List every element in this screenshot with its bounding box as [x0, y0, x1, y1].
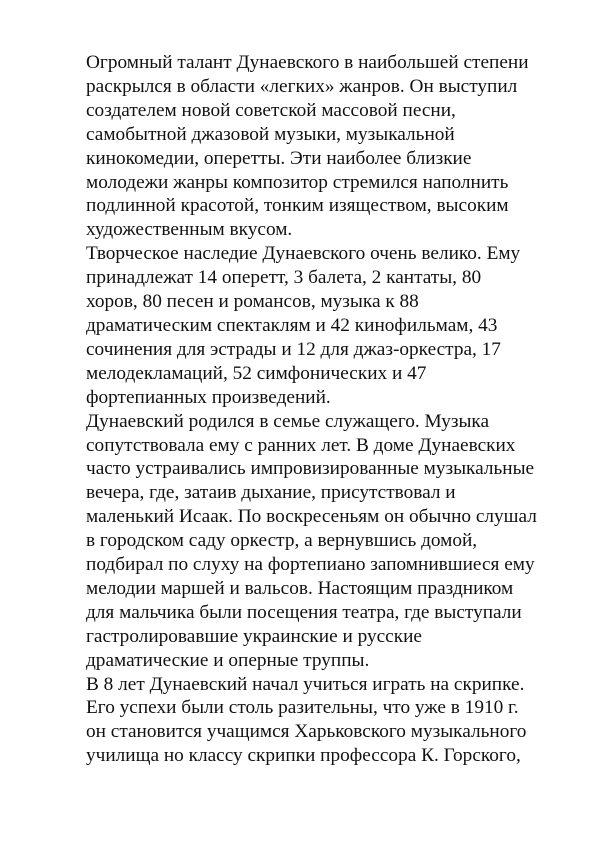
- text-line: подлинной красотой, тонким изяществом, высоким: [86, 195, 509, 217]
- text-line: раскрылся в области «легких» жанров. Он выступил: [86, 75, 518, 97]
- text-line: принадлежат 14 оперетт, 3 балета, 2 кантаты, 80: [86, 267, 482, 289]
- text-line: Творческое наследие Дунаевского очень велико. Ему: [86, 243, 521, 265]
- text-line: создателем новой советской массовой песни,: [86, 99, 456, 121]
- text-line: он становится учащимся Харьковского музыкального: [86, 721, 527, 743]
- text-line: маленький Исаак. По воскресеньям он обычно слушал: [86, 506, 537, 528]
- text-line: вечера, где, затаив дыхание, присутствовал и: [86, 482, 456, 504]
- text-line: в городском саду оркестр, а вернувшись домой,: [86, 530, 478, 552]
- text-line: самобытной джазовой музыки, музыкальной: [86, 123, 455, 145]
- text-line: молодежи жанры композитор стремился наполнить: [86, 171, 509, 193]
- text-line: кинокомедии, оперетты. Эти наиболее близкие: [86, 147, 472, 169]
- text-line: часто устраивались импровизированные музыкальные: [86, 458, 535, 480]
- text-line: В 8 лет Дунаевский начал учиться играть на скрипке.: [86, 673, 525, 695]
- text-line: драматические и оперные труппы.: [86, 649, 370, 671]
- text-line: Огромный талант Дунаевского в наибольшей степени: [86, 52, 529, 73]
- text-line: мелодии маршей и вальсов. Настоящим праздником: [86, 577, 514, 599]
- text-line: фортепианных произведений.: [86, 386, 331, 408]
- text-line: мелодекламаций, 52 симфонических и 47: [86, 362, 427, 384]
- text-line: гастролировавшие украинские и русские: [86, 625, 422, 647]
- text-line: сочинения для эстрады и 12 для джаз-оркестра, 17: [86, 338, 501, 360]
- text-line: хоров, 80 песен и романсов, музыка к 88: [86, 291, 419, 313]
- text-line: сопутствовала ему с ранних лет. В доме Дунаевских: [86, 434, 516, 456]
- text-line: драматическим спектаклям и 42 кинофильмам, 43: [86, 314, 498, 336]
- text-line: училища но классу скрипки профессора К. Горского,: [86, 745, 521, 767]
- text-line: Его успехи были столь разительны, что уже в 1910 г.: [86, 697, 519, 719]
- text-line: художественным вкусом.: [86, 219, 293, 241]
- text-line: Дунаевский родился в семье служащего. Музыка: [86, 410, 490, 432]
- text-line: подбирал по слуху на фортепиано запомнившиеся ему: [86, 554, 535, 576]
- text-line: для мальчика были посещения театра, где выступали: [86, 601, 522, 623]
- body-text: [86, 51, 566, 768]
